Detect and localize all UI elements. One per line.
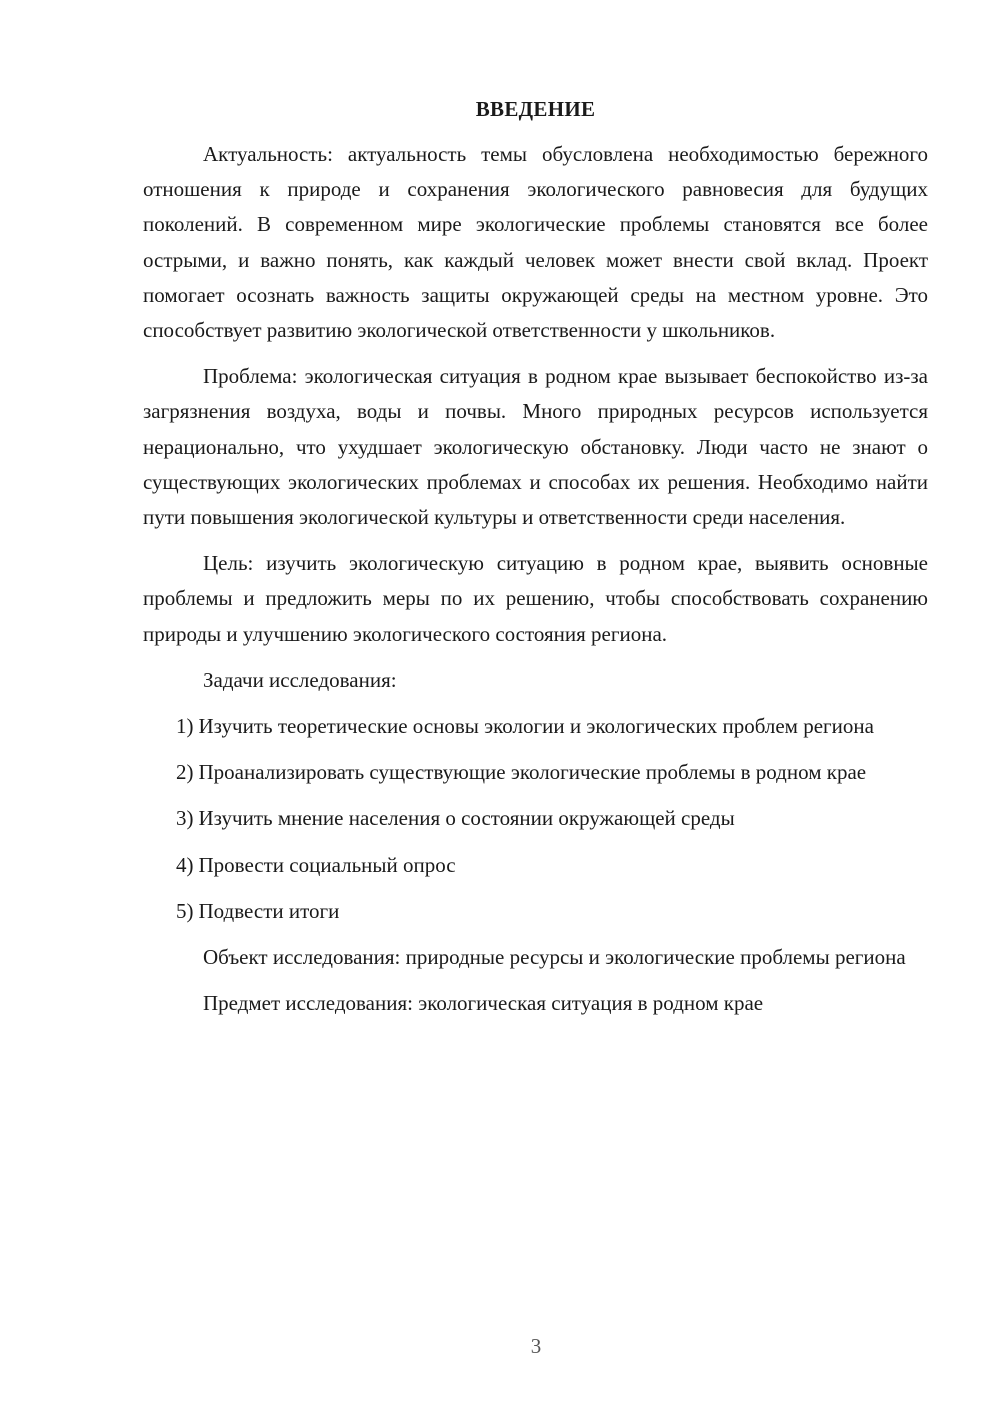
tasks-heading: Задачи исследования: — [203, 667, 397, 692]
task-text: Изучить теоретические основы экологии и экологических проблем региона — [198, 714, 874, 739]
relevance-paragraph: Актуальность: актуальность темы обусловлена необходимостью бережного отношения к природе и сохранения экологического равновесия для будущих поколений. В современном мире экологические проблемы становятся все более острыми, и важно понять, как каждый человек может внести свой вклад. Проект помогает осознать важность защиты окружающей среды на местном уровне. Это способствует развитию экологической ответственности у школьников. — [143, 142, 928, 343]
problem-paragraph: Проблема: экологическая ситуация в родном крае вызывает беспокойство из-за загрязнения воздуха, воды и почвы. Много природных ресурсов используется нерационально, что ухудшает экологическую обстановку. Люди часто не знают о существующих экологических проблемах и способах их решения. Необходимо найти пути повышения экологической культуры и ответственности среди населения. — [143, 364, 928, 530]
task-number: 1) — [176, 714, 194, 739]
task-item-4 — [143, 848, 928, 883]
goal-paragraph: Цель: изучить экологическую ситуацию в родном крае, выявить основные проблемы и предложить меры по их решению, чтобы способствовать сохранению природы и улучшению экологического состояния региона. — [143, 551, 928, 646]
page-number: 3 — [530, 1334, 542, 1358]
task-item-2 — [143, 755, 928, 790]
object-paragraph: Объект исследования: природные ресурсы и экологические проблемы региона — [203, 945, 906, 970]
task-item-1 — [143, 709, 928, 744]
task-text: Изучить мнение населения о состоянии окружающей среды — [198, 806, 735, 831]
document-page — [143, 92, 928, 1032]
task-number: 3) — [176, 806, 194, 831]
task-number: 5) — [176, 898, 194, 923]
task-text: Провести социальный опрос — [198, 852, 456, 877]
task-number: 2) — [176, 760, 194, 785]
task-item-3 — [143, 801, 928, 836]
task-text: Проанализировать существующие экологические проблемы в родном крае — [198, 760, 867, 785]
task-text: Подвести итоги — [198, 898, 340, 923]
task-number: 4) — [176, 852, 194, 877]
page-title: ВВЕДЕНИЕ — [475, 97, 596, 121]
subject-paragraph: Предмет исследования: экологическая ситуация в родном крае — [203, 991, 764, 1016]
task-item-5 — [143, 894, 928, 929]
